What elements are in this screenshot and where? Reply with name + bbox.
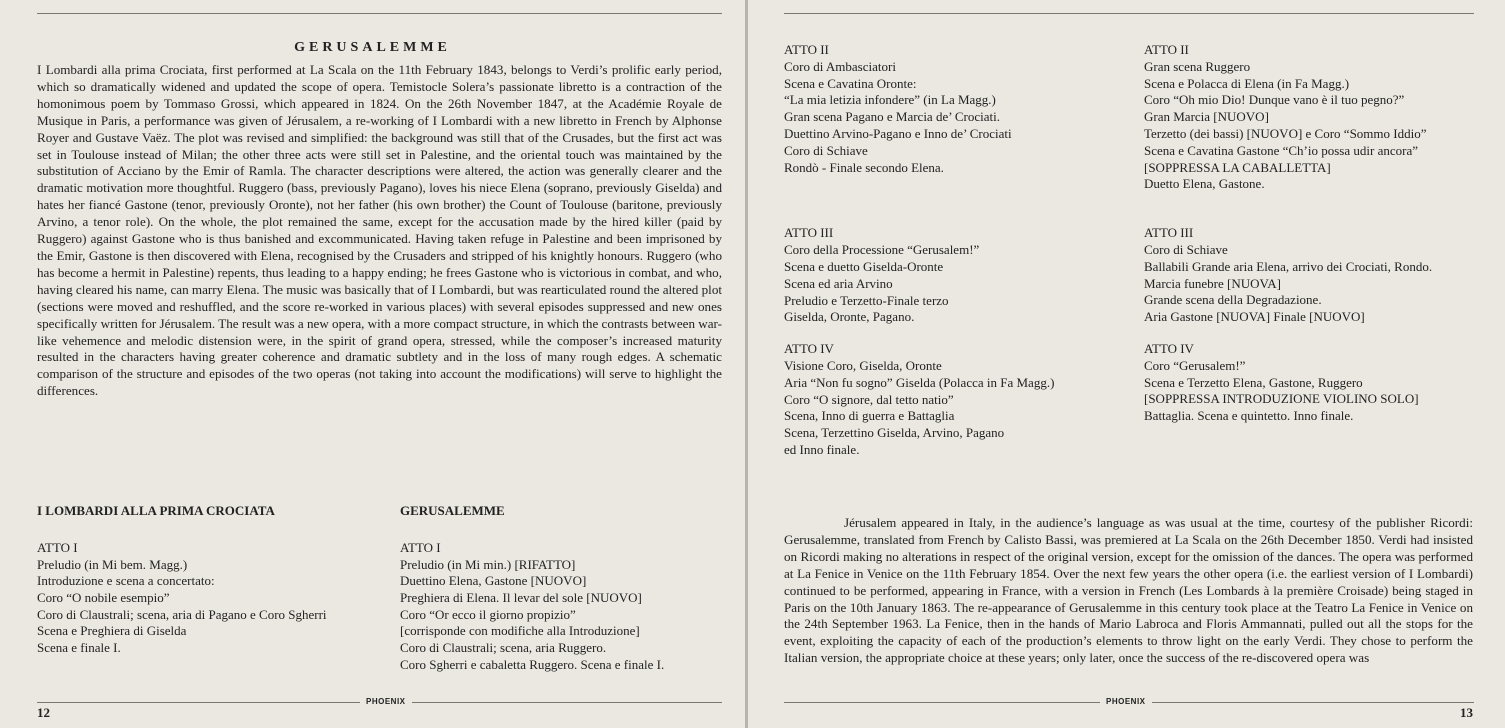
list-item: Scena, Terzettino Giselda, Arvino, Pagano — [784, 425, 1005, 441]
list-item: Battaglia. Scena e quintetto. Inno finale. — [1144, 408, 1354, 424]
list-item: Introduzione e scena a concertato: — [37, 573, 215, 589]
list-item: Preludio (in Mi min.) [RIFATTO] — [400, 556, 576, 572]
list-item: Ballabili Grande aria Elena, arrivo dei Crociati, Rondo. — [1144, 258, 1433, 274]
list-item: Giselda, Oronte, Pagano. — [784, 309, 915, 325]
closing-paragraph: Jérusalem appeared in Italy, in the audience’s language as was usual at the time, courtesy of the publisher Ricordi: Gerusalemme, translated from French by Calisto Bassi, was premiered at La Scala on the 26th December 1850. Verdi had insisted on Ricordi making no alterations in respect of the original version, except for the omission of the dances. The opera was performed at La Fenice in Venice on the 11th February 1854. Over the next few years the other opera (i.e. the earliest version of I Lombardi) continued to be performed, appearing in France, with a version in French (Les Lombards à la première Croisade) being staged in Paris on the 10th January 1863. The re-appearance of Gerusalemme in this century took place at the Teatro La Fenice in Venice on the 24th September 1963. La Fenice, then in the hands of Mario Labroca and Floris Ammannati, pulled out all the stops for the event, exploiting the capacity of each of the production’s elements to throw light on the early Verdi. They chose to perform the Italian version, the appropriate choice at these years; only later, once the success of the re-discovered opera was — [784, 515, 1473, 666]
list-item: Coro di Schiave — [784, 142, 868, 158]
list-item: Coro “Oh mio Dio! Dunque vano è il tuo pegno?” — [1144, 92, 1405, 108]
list-item: Rondò - Finale secondo Elena. — [784, 159, 944, 175]
page-title: GERUSALEMME — [294, 40, 451, 55]
gerusalemme-column-header: GERUSALEMME — [400, 503, 505, 518]
gerusalemme-act4-list — [1144, 341, 1432, 425]
list-item: ATTO III — [784, 225, 834, 241]
lombardi-acts-column — [784, 42, 1054, 474]
list-item: ed Inno finale. — [784, 441, 860, 457]
list-item: Terzetto (dei bassi) [NUOVO] e Coro “Sommo Iddio” — [1144, 125, 1427, 141]
lombardi-column-header: I LOMBARDI ALLA PRIMA CROCIATA — [37, 503, 275, 518]
list-item: Gran scena Ruggero — [1144, 58, 1251, 74]
list-item: Coro Sgherri e cabaletta Ruggero. Scena e finale I. — [400, 656, 665, 672]
list-item: ATTO I — [37, 540, 78, 555]
list-item: Coro di Claustrali; scena, aria Ruggero. — [400, 640, 607, 656]
list-item: Scena e Cavatina Oronte: — [784, 75, 917, 91]
list-item: Coro della Processione “Gerusalem!” — [784, 242, 980, 258]
gerusalemme-act2-list — [1144, 42, 1432, 193]
list-item: ATTO IV — [784, 341, 834, 357]
list-item: Scena e duetto Giselda-Oronte — [784, 258, 944, 274]
list-item: Coro di Schiave — [1144, 241, 1228, 257]
list-item: Coro “O signore, dal tetto natio” — [784, 391, 954, 407]
list-item: Preludio e Terzetto-Finale terzo — [784, 292, 949, 308]
list-item: Marcia funebre [NUOVA] — [1144, 275, 1281, 291]
page-number: 13 — [1460, 705, 1473, 720]
gerusalemme-acts-column — [1144, 42, 1432, 440]
list-item: Coro di Ambasciatori — [784, 58, 896, 74]
list-item: Duettino Elena, Gastone [NUOVO] — [400, 573, 587, 589]
list-item: “La mia letizia infondere” (in La Magg.) — [784, 92, 996, 108]
list-item: Coro di Claustrali; scena, aria di Pagano e Coro Sgherri — [37, 606, 327, 622]
intro-paragraph: I Lombardi alla prima Crociata, first performed at La Scala on the 11th February 1843, belongs to Verdi’s prolific early period, which so dramatically widened and updated the scope of opera. Temistocle Solera’s passionate libretto is a contraction of the homonimous poem by Tommaso Grossi, which appeared in 1824. On the 26th November 1847, at the Académie Royale de Musique in Paris, a performance was given of Jérusalem, a re-working of I Lombardi with a new libretto in French by Alphonse Royer and Gustave Vaëz. The plot was revised and simplified: the background was still that of the Crusades, but the first act was set in Toulouse instead of Milan; the other three acts were still set in Palestine, and the oriental touch was maintained by the substitution of Acciano by the Emir of Ramla. The character descriptions were altered, the action was generally clearer and the dramatic motivation more thoughtful. Ruggero (bass, previously Pagano), loves his niece Elena (soprano, previously Giselda) and hates her fiancé Gastone (tenor, previously Oronte), not her father (his own brother) the Count of Toulouse (baritone, previously Arvino, a tenor role). On the whole, the plot remained the same, except for the accusation made by the hired killer (paid by Ruggero) against Gastone who is thus banished and excommunicated. Having taken refuge in Palestine and been imprisoned by the Emir, Gastone is then discovered with Elena, recognised by the Crusaders and stripped of his knightly honours. Ruggero (who has become a hermit in Palestine) repents, thus leading to a happy ending; he frees Gastone who is victorious in combat, and who, having cleared his name, can marry Elena. The music was basically that of I Lombardi, but was rearticulated round the altered plot (sections were moved and reshuffled, and the score re-worked in various places) with several episodes suppressed and new ones specifically written for Jérusalem. The result was a new opera, with a more compact structure, in which the contrasts between war-like vehemence and melodic distension were, in the spirit of grand opera, stressed, while the composer’s increased maturity resulted in the characters having greater coherence and dramatic subtlety and in the loss of many rough edges. A schematic comparison of the structure and episodes of the two operas (not taking into account the modifications) will serve to highlight the differences. — [37, 62, 722, 399]
list-item: ATTO I — [400, 540, 441, 555]
lombardi-act4-list — [784, 341, 1054, 459]
top-rule — [37, 13, 722, 14]
right-page — [748, 0, 1505, 728]
list-item: ATTO IV — [1144, 340, 1194, 356]
list-item: Duetto Elena, Gastone. — [1144, 176, 1265, 192]
list-item: Duettino Arvino-Pagano e Inno de’ Crociati — [784, 125, 1012, 141]
list-item: Scena e finale I. — [37, 640, 121, 656]
list-item: Gran scena Pagano e Marcia de’ Crociati. — [784, 109, 1000, 125]
page-number: 12 — [37, 705, 50, 720]
footer-label: PHOENIX — [1100, 697, 1152, 706]
list-item: [SOPPRESSA INTRODUZIONE VIOLINO SOLO] — [1144, 391, 1419, 407]
list-item: Scena, Inno di guerra e Battaglia — [784, 408, 955, 424]
list-item: ATTO II — [784, 42, 829, 57]
list-item: Scena ed aria Arvino — [784, 275, 893, 291]
list-item: Scena e Polacca di Elena (in Fa Magg.) — [1144, 75, 1350, 91]
top-rule — [784, 13, 1474, 14]
list-item: [SOPPRESSA LA CABALLETTA] — [1144, 159, 1331, 175]
list-item: Grande scena della Degradazione. — [1144, 292, 1322, 308]
list-item: Coro “Or ecco il giorno propizio” — [400, 606, 576, 622]
list-item: Visione Coro, Giselda, Oronte — [784, 357, 942, 373]
list-item: Scena e Cavatina Gastone “Ch’io possa udir ancora” — [1144, 142, 1418, 158]
list-item: Scena e Preghiera di Giselda — [37, 623, 187, 639]
lombardi-act1-list — [37, 540, 327, 657]
list-item: Coro “Gerusalem!” — [1144, 357, 1246, 373]
left-page — [0, 0, 745, 728]
lombardi-act2-list — [784, 42, 1054, 176]
list-item: Aria “Non fu sogno” Giselda (Polacca in Fa Magg.) — [784, 374, 1055, 390]
list-item: Preghiera di Elena. Il levar del sole [NUOVO] — [400, 590, 642, 606]
footer-label: PHOENIX — [360, 697, 412, 706]
list-item: Gran Marcia [NUOVO] — [1144, 109, 1269, 125]
list-item: ATTO II — [1144, 42, 1189, 57]
list-item: Coro “O nobile esempio” — [37, 590, 170, 606]
gerusalemme-act3-list — [1144, 225, 1432, 326]
lombardi-act3-list — [784, 225, 1054, 326]
list-item: ATTO III — [1144, 225, 1194, 241]
list-item: [corrisponde con modifiche alla Introduzione] — [400, 623, 640, 639]
list-item: Scena e Terzetto Elena, Gastone, Ruggero — [1144, 374, 1363, 390]
list-item: Preludio (in Mi bem. Magg.) — [37, 556, 188, 572]
gerusalemme-act1-list — [400, 540, 664, 674]
list-item: Aria Gastone [NUOVA] Finale [NUOVO] — [1144, 309, 1365, 325]
